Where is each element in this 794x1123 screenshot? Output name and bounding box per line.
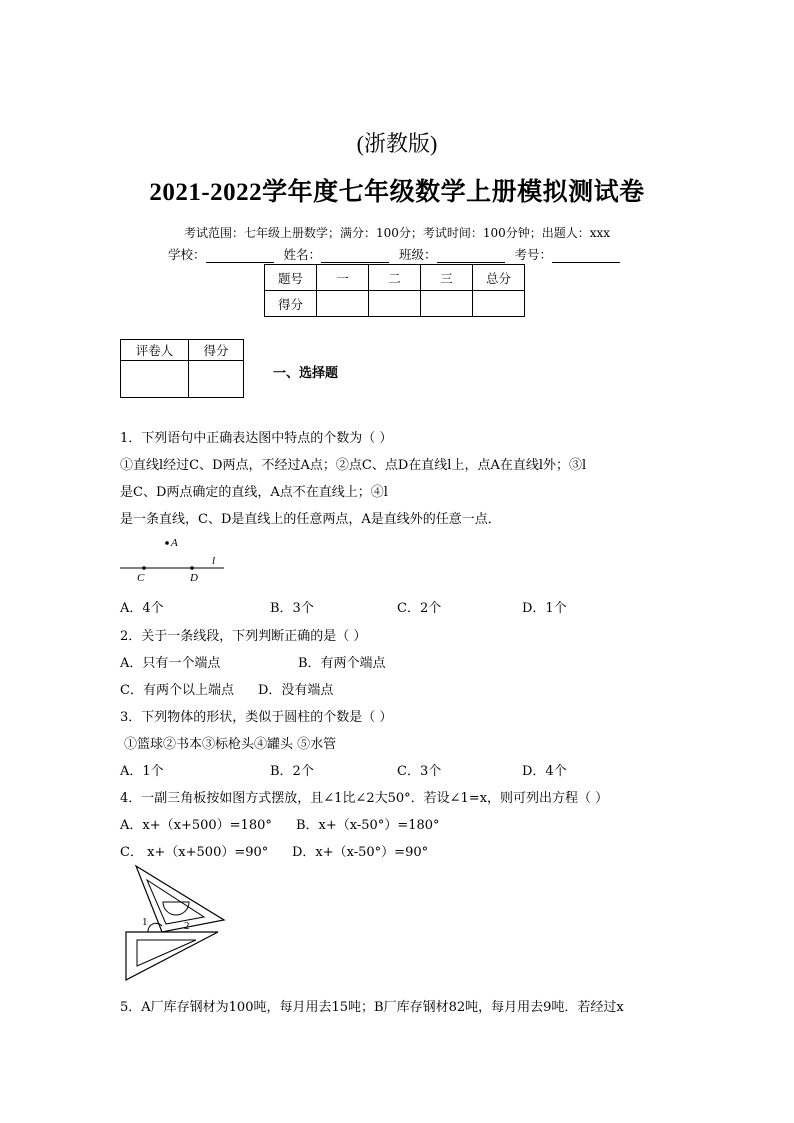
class-label: 班级： — [398, 247, 437, 262]
score-cell[interactable] — [473, 291, 525, 317]
question-2-options-row2 — [120, 679, 680, 697]
grader-score-cell[interactable] — [189, 361, 244, 398]
examno-label: 考号： — [514, 247, 552, 262]
option-c[interactable]: C． x+（x+500）=90° — [120, 845, 269, 860]
version-label: (浙教版) — [356, 131, 438, 156]
point-a — [165, 541, 169, 545]
option-b[interactable]: B．有两个端点 — [298, 656, 386, 671]
question-2-stem: 2．关于一条线段，下列判断正确的是（ ） — [120, 629, 367, 644]
score-header-cell: 三 — [421, 265, 473, 291]
option-d[interactable]: D．x+（x-50°）=90° — [292, 845, 429, 860]
question-1-options — [120, 597, 680, 615]
label-a: A — [171, 537, 178, 549]
score-header-cell: 一 — [317, 265, 369, 291]
examno-blank[interactable] — [552, 249, 620, 263]
option-d[interactable]: D．4个 — [522, 764, 567, 779]
question-4-stem: 4．一副三角板按如图方式摆放，且∠1比∠2大50°．若设∠1=x，则可列出方程（ ） — [120, 791, 609, 806]
option-c[interactable]: C．2个 — [397, 601, 442, 616]
exam-info: 考试范围：七年级上册数学；满分：100分；考试时间：100分钟；出题人：xxx — [183, 226, 611, 240]
protractor-cutout — [163, 902, 189, 915]
grader-score-header: 得分 — [189, 340, 244, 361]
grader-cell[interactable] — [121, 361, 189, 398]
class-blank[interactable] — [437, 249, 505, 263]
angle-2-label: 2 — [184, 920, 190, 932]
triangle-set-figure — [118, 862, 230, 986]
lower-triangle-inner — [137, 940, 196, 966]
line-figure — [118, 533, 228, 585]
lower-triangle — [126, 932, 218, 980]
score-cell[interactable] — [421, 291, 473, 317]
option-a[interactable]: A．4个 — [120, 601, 164, 616]
label-c: C — [137, 572, 145, 584]
score-header-cell: 总分 — [473, 265, 525, 291]
question-2-options-row1 — [120, 652, 680, 670]
option-b[interactable]: B．x+（x-50°）=180° — [296, 818, 440, 833]
option-d[interactable]: D．没有端点 — [258, 683, 334, 698]
question-1-stem: 1．下列语句中正确表达图中特点的个数为（ ） — [120, 431, 393, 446]
question-3-options — [120, 760, 680, 778]
question-3-stem: 3．下列物体的形状，类似于圆柱的个数是（ ） — [120, 710, 393, 725]
upper-triangle — [136, 866, 224, 932]
question-1-line: 是一条直线，C、D是直线上的任意两点，A是直线外的任意一点． — [120, 512, 501, 527]
question-1-line: 是C、D两点确定的直线，A点不在直线上；④l — [120, 485, 388, 500]
option-c[interactable]: C．3个 — [397, 764, 442, 779]
grader-table — [120, 339, 244, 398]
school-label: 学校： — [167, 247, 206, 262]
question-3-line: ①篮球②书本③标枪头④罐头 ⑤水管 — [124, 737, 337, 752]
option-b[interactable]: B．3个 — [270, 601, 314, 616]
question-4-options-row1 — [120, 814, 680, 832]
grader-header: 评卷人 — [121, 340, 189, 361]
question-1-line: ①直线l经过C、D两点，不经过A点；②点C、点D在直线l上，点A在直线l外；③l — [120, 458, 587, 473]
point-c — [142, 566, 146, 570]
point-d — [190, 566, 194, 570]
option-d[interactable]: D．1个 — [522, 601, 567, 616]
score-table — [264, 264, 525, 317]
label-l: l — [212, 555, 216, 567]
label-d: D — [190, 572, 198, 584]
option-b[interactable]: B．2个 — [270, 764, 314, 779]
score-header-cell: 二 — [369, 265, 421, 291]
score-row-label: 得分 — [265, 291, 317, 317]
question-5-stem: 5．A厂库存钢材为100吨，每月用去15吨；B厂库存钢材82吨，每月用去9吨．若经过x — [120, 1000, 624, 1015]
option-c[interactable]: C．有两个以上端点 — [120, 683, 234, 698]
section-title: 一、选择题 — [273, 366, 339, 381]
name-blank[interactable] — [321, 249, 389, 263]
option-a[interactable]: A．x+（x+500）=180° — [120, 818, 272, 833]
student-info-row — [0, 245, 794, 263]
option-a[interactable]: A．只有一个端点 — [120, 656, 221, 671]
option-a[interactable]: A．1个 — [120, 764, 164, 779]
name-label: 姓名： — [283, 247, 321, 262]
page-title: 2021-2022学年度七年级数学上册模拟测试卷 — [149, 179, 645, 206]
question-4-options-row2 — [120, 841, 680, 859]
school-blank[interactable] — [206, 249, 274, 263]
score-header-cell: 题号 — [265, 265, 317, 291]
score-cell[interactable] — [317, 291, 369, 317]
angle-1-label: 1 — [142, 916, 148, 928]
score-cell[interactable] — [369, 291, 421, 317]
